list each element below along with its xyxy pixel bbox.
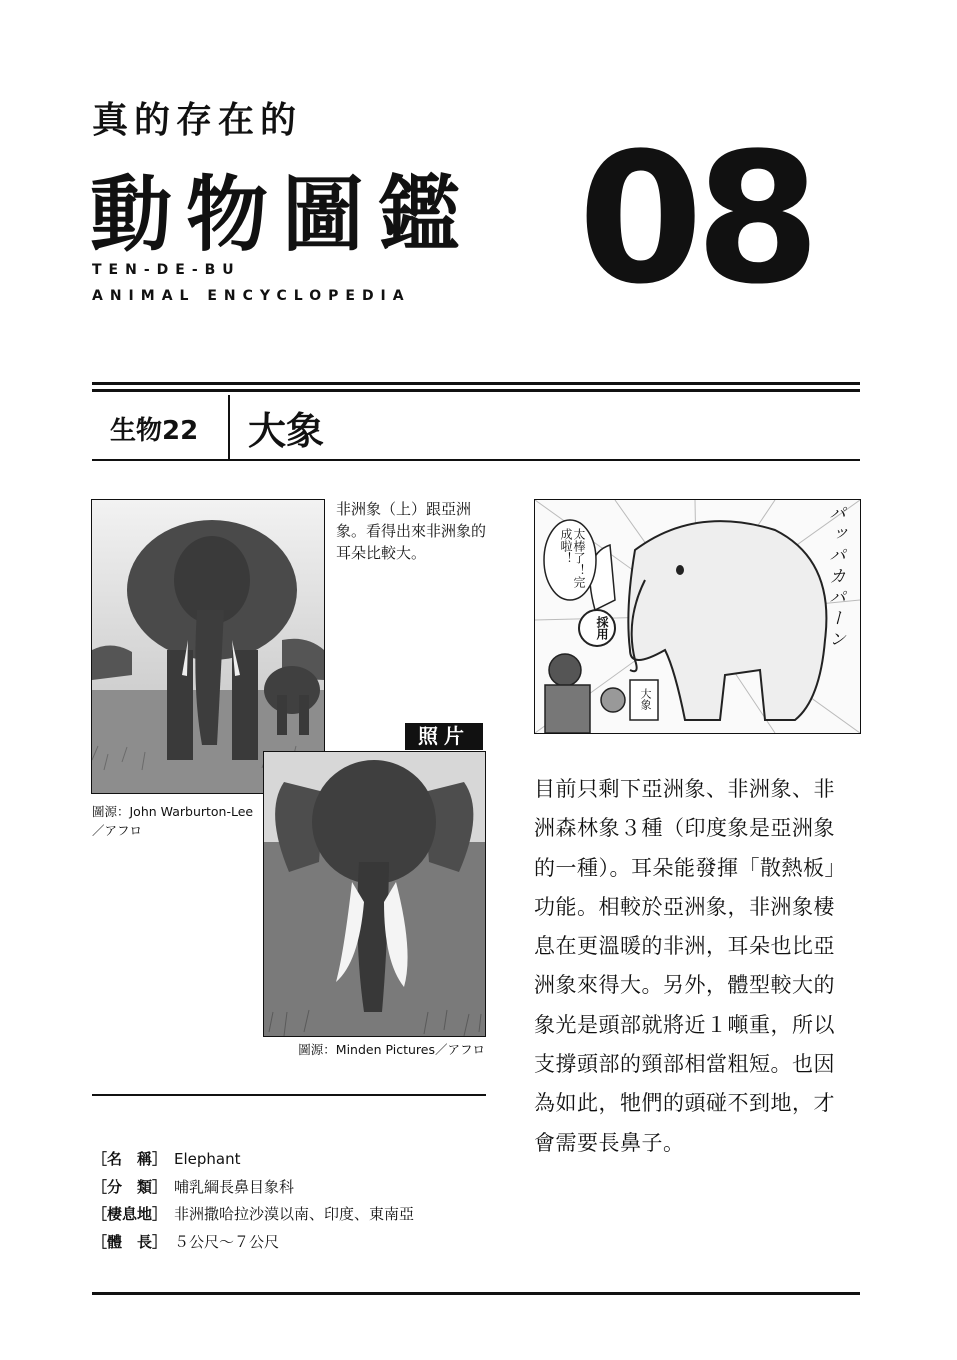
manga-speech-bubble: 太棒了！完成啦！: [559, 528, 586, 588]
asian-elephant-illustration: [264, 752, 485, 1036]
asian-elephant-photo: [263, 751, 486, 1037]
body-text: 目前只剩下亞洲象、非洲象、非洲森林象３種（印度象是亞洲象的一種）。耳朵能發揮「散熱板」功能。相較於亞洲象，非洲象棲息在更溫暖的非洲，耳朵也比亞洲象來得大。另外，體型較大的象光是頭部就將近１噸重，所以支撐頭部的頸部相當粗短。也因為如此，牠們的頭碰不到地，才會需要長鼻子。: [534, 777, 846, 1155]
info-row-habitat: ［棲息地］ 非洲撒哈拉沙漠以南、印度、東南亞: [92, 1205, 415, 1223]
african-elephant-photo: [91, 499, 325, 794]
manga-stamp: 採用: [595, 616, 609, 640]
info-row-length: ［體 長］ ５公尺～７公尺: [92, 1232, 280, 1251]
header-bottom-rule: [92, 459, 860, 461]
entry-number-label: 生物22: [110, 416, 199, 446]
photo-label: 照片: [405, 723, 483, 750]
manga-panel: [534, 499, 861, 734]
info-table: [92, 1146, 414, 1256]
photo-caption-note: 非洲象（上）跟亞洲象。看得出來非洲象的耳朵比較大。: [336, 500, 487, 562]
manga-sign: 大象: [639, 688, 652, 710]
african-elephant-illustration: [92, 500, 324, 793]
series-subtitle-1: TEN-DE-BU: [92, 262, 241, 278]
series-subtitle-2: ANIMAL ENCYCLOPEDIA: [92, 288, 411, 304]
header-double-rule: [92, 382, 860, 392]
photo-credit-top: 圖源：John Warburton-Lee／アフロ: [92, 804, 254, 838]
chapter-number: 08: [578, 115, 813, 324]
series-title: 動物圖鑑: [90, 167, 475, 263]
info-row-name: ［名 稱］ Elephant: [92, 1150, 241, 1168]
entry-divider: [228, 395, 230, 459]
photo-credit-bottom: 圖源：Minden Pictures／アフロ: [298, 1042, 485, 1057]
series-kicker: 真的存在的: [92, 100, 303, 141]
entry-name: 大象: [248, 409, 325, 453]
info-top-rule: [92, 1094, 486, 1096]
info-row-classification: ［分 類］ 哺乳綱長鼻目象科: [92, 1177, 295, 1196]
manga-sound-effect: パッパカパーン: [825, 504, 845, 651]
bottom-rule: [92, 1292, 860, 1295]
